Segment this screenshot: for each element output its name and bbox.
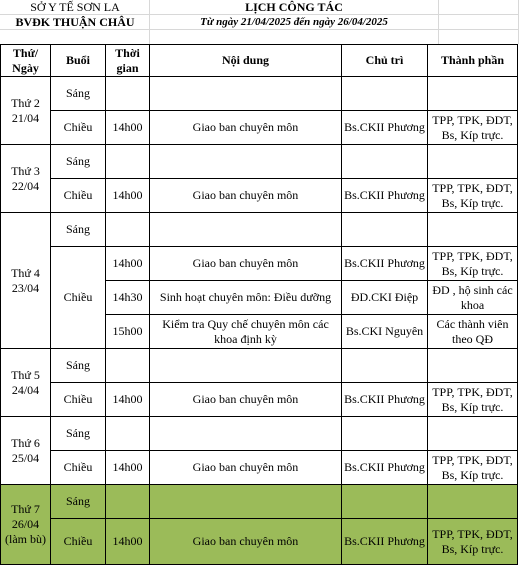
content-cell: Kiểm tra Quy chế chuyên môn các khoa định kỳ (150, 315, 342, 349)
col-header-content: Nội dung (150, 45, 342, 77)
session-cell: Sáng (51, 145, 106, 179)
day-cell: Thứ 3 22/04 (1, 145, 51, 213)
session-cell: Chiều (51, 179, 106, 213)
schedule-table (0, 44, 518, 565)
session-cell: Sáng (51, 349, 106, 383)
col-header-members: Thành phần (428, 45, 518, 77)
day-cell: Thứ 2 21/04 (1, 77, 51, 145)
table-row-highlight (1, 519, 518, 565)
time-cell: 14h00 (106, 111, 150, 145)
table-row (1, 451, 518, 485)
time-cell: 14h30 (106, 281, 150, 315)
session-cell: Chiều (51, 247, 106, 349)
gridline (438, 0, 439, 44)
agency-name: SỞ Y TẾ SƠN LA (30, 0, 120, 14)
day-cell: Thứ 6 25/04 (1, 417, 51, 485)
table-row (1, 111, 518, 145)
members-cell: TPP, TPK, ĐDT, Bs, Kíp trực. (428, 519, 518, 565)
session-cell: Sáng (51, 213, 106, 247)
day-cell: Thứ 7 26/04 (làm bù) (1, 485, 51, 565)
page-title: LỊCH CÔNG TÁC (245, 0, 343, 14)
table-row (1, 179, 518, 213)
table-row (1, 145, 518, 179)
content-cell: Giao ban chuyên môn (150, 111, 342, 145)
content-cell: Giao ban chuyên môn (150, 247, 342, 281)
content-cell: Giao ban chuyên môn (150, 519, 342, 565)
table-row (1, 417, 518, 451)
session-cell: Chiều (51, 383, 106, 417)
host-cell: Bs.CKII Phương (342, 111, 428, 145)
time-cell: 14h00 (106, 179, 150, 213)
session-cell: Chiều (51, 451, 106, 485)
document-header (0, 0, 519, 44)
table-row (1, 247, 518, 281)
content-cell: Sinh hoạt chuyên môn: Điều dưỡng (150, 281, 342, 315)
host-cell: Bs.CKII Phương (342, 247, 428, 281)
session-cell: Sáng (51, 77, 106, 111)
host-cell: Bs.CKII Phương (342, 383, 428, 417)
host-cell: Bs.CKI Nguyên (342, 315, 428, 349)
members-cell: TPP, TPK, ĐDT, Bs, Kíp trực. (428, 247, 518, 281)
content-cell: Giao ban chuyên môn (150, 451, 342, 485)
host-cell: Bs.CKII Phương (342, 451, 428, 485)
table-row (1, 77, 518, 111)
table-row (1, 213, 518, 247)
time-cell: 14h00 (106, 451, 150, 485)
members-cell: Các thành viên theo QĐ (428, 315, 518, 349)
time-cell: 14h00 (106, 383, 150, 417)
host-cell: Bs.CKII Phương (342, 179, 428, 213)
members-cell: TPP, TPK, ĐDT, Bs, Kíp trực. (428, 111, 518, 145)
time-cell: 15h00 (106, 315, 150, 349)
table-row (1, 383, 518, 417)
members-cell: TPP, TPK, ĐDT, Bs, Kíp trực. (428, 383, 518, 417)
gridline (0, 29, 519, 30)
col-header-host: Chủ trì (342, 45, 428, 77)
day-cell: Thứ 5 24/04 (1, 349, 51, 417)
table-row-highlight (1, 485, 518, 519)
col-header-time: Thời gian (106, 45, 150, 77)
members-cell: TPP, TPK, ĐDT, Bs, Kíp trực. (428, 451, 518, 485)
content-cell: Giao ban chuyên môn (150, 179, 342, 213)
members-cell: TPP, TPK, ĐDT, Bs, Kíp trực. (428, 179, 518, 213)
session-cell: Sáng (51, 417, 106, 451)
host-cell: Bs.CKII Phương (342, 519, 428, 565)
session-cell: Chiều (51, 519, 106, 565)
time-cell: 14h00 (106, 247, 150, 281)
session-cell: Sáng (51, 485, 106, 519)
day-cell: Thứ 4 23/04 (1, 213, 51, 349)
session-cell: Chiều (51, 111, 106, 145)
date-range: Từ ngày 21/04/2025 đến ngày 26/04/2025 (200, 16, 388, 28)
host-cell: ĐD.CKI Điệp (342, 281, 428, 315)
col-header-session: Buổi (51, 45, 106, 77)
col-header-day: Thứ/ Ngày (1, 45, 51, 77)
table-row (1, 349, 518, 383)
members-cell: ĐD , hộ sinh các khoa (428, 281, 518, 315)
time-cell: 14h00 (106, 519, 150, 565)
content-cell: Giao ban chuyên môn (150, 383, 342, 417)
table-header-row (1, 45, 518, 77)
unit-name: BVĐK THUẬN CHÂU (15, 15, 135, 29)
